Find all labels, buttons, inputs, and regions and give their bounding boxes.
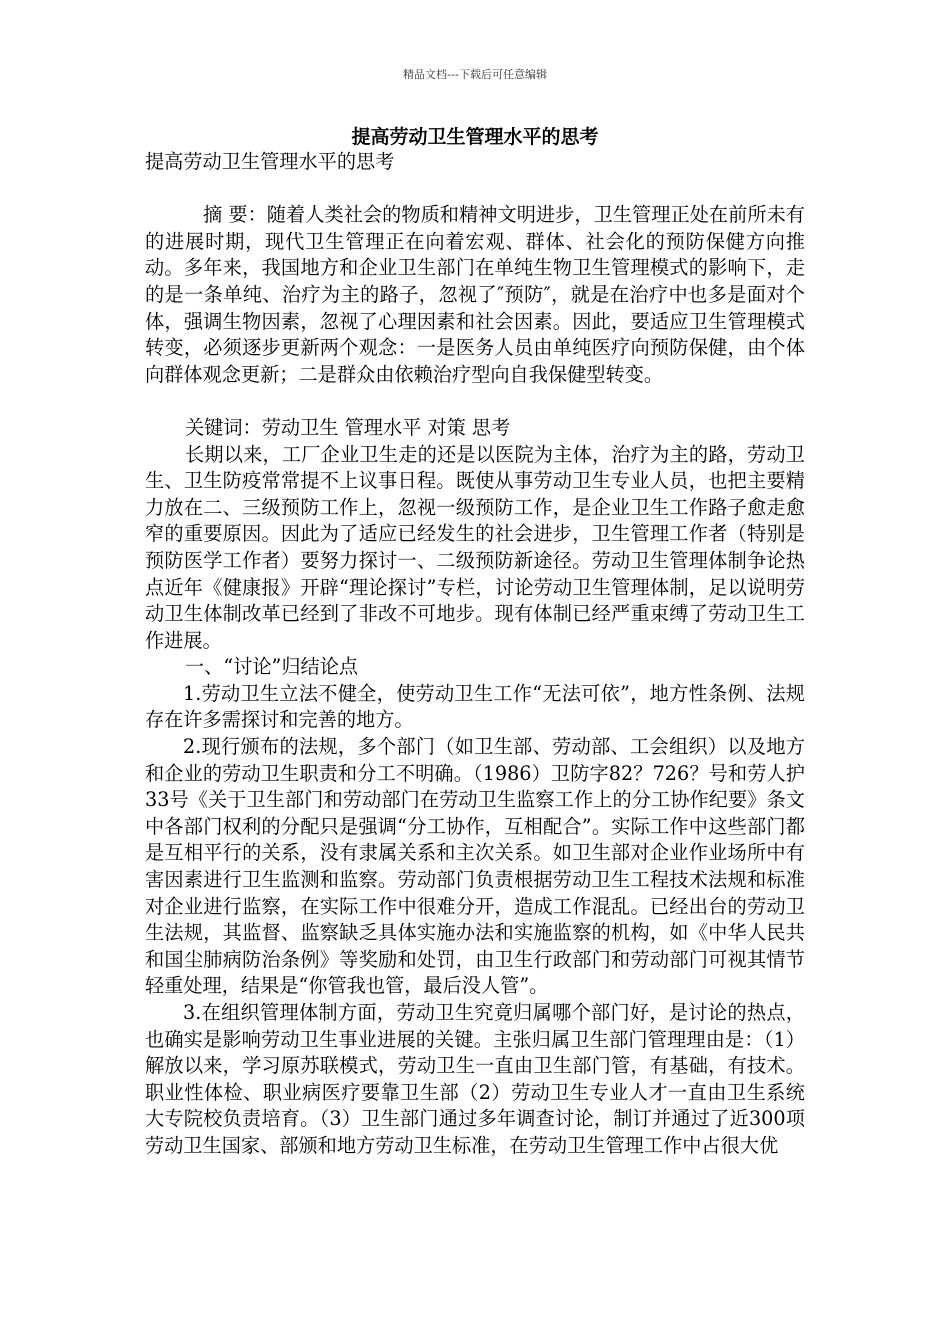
abstract-paragraph: 摘 要：随着人类社会的物质和精神文明进步，卫生管理正处在前所未有的进展时期，现代卫生管理正在向着宏观、群体、社会化的预防保健方向推动。多年来，我国地方和企业卫生部门在单纯生物卫生管理模式的影响下，走的是一条单纯、治疗为主的路子，忽视了″预防″，就是在治疗中也多是面对个体，强调生物因素，忽视了心理因素和社会因素。因此，要适应卫生管理模式转变，必须逐步更新两个观念：一是医务人员由单纯医疗向预防保健，由个体向群体观念更新；二是群众由依赖治疗型向自我保健型转变。 [145, 203, 805, 386]
body-paragraph-point-2: 2.现行颁布的法规，多个部门（如卫生部、劳动部、工会组织）以及地方和企业的劳动卫生职责和分工不明确。（1986）卫防字82？726？号和劳人护33号《关于卫生部门和劳动部门在劳动卫生监察工作上的分工协作纪要》条文中各部门权利的分配只是强调“分工协作，互相配合”。实际工作中这些部门都是互相平行的关系，没有隶属关系和主次关系。如卫生部对企业作业场所中有害因素进行卫生监测和监察。劳动部门负责根据劳动卫生工程技术法规和标准对企业进行监察，在实际工作中很难分开，造成工作混乱。已经出台的劳动卫生法规，其监督、监察缺乏具体实施办法和实施监察的机构，如《中华人民共和国尘肺病防治条例》等奖励和处罚，由卫生行政部门和劳动部门可视其情节轻重处理，结果是“你管我也管，最后没人管”。 [145, 735, 805, 998]
keywords-line: 关键词：劳动卫生 管理水平 对策 思考 [185, 415, 511, 439]
blank-line [145, 388, 805, 415]
document-title: 提高劳动卫生管理水平的思考 [351, 126, 599, 148]
section-heading: 一、“讨论”归结论点 [185, 655, 359, 679]
body-paragraph-intro: 长期以来，工厂企业卫生走的还是以医院为主体，治疗为主的路，劳动卫生、卫生防疫常常提不上议事日程。既使从事劳动卫生专业人员，也把主要精力放在二、三级预防工作上，忽视一级预防工作，是企业卫生工作路子愈走愈窄的重要原因。因此为了适应已经发生的社会进步，卫生管理工作者（特别是预防医学工作者）要努力探讨一、二级预防新途径。劳动卫生管理体制争论热点近年《健康报》开辟“理论探讨”专栏，讨论劳动卫生管理体制，足以说明劳动卫生体制改革已经到了非改不可地步。现有体制已经严重束缚了劳动卫生工作进展。 [145, 442, 805, 652]
blank-line [145, 176, 805, 203]
document-subtitle: 提高劳动卫生管理水平的思考 [145, 150, 395, 173]
document-body [145, 149, 805, 1160]
body-paragraph-point-1: 1.劳动卫生立法不健全，使劳动卫生工作“无法可依”，地方性条例、法规存在许多需探讨和完善的地方。 [145, 681, 805, 732]
header-note: 精品文档---下载后可任意编辑 [403, 68, 547, 81]
body-paragraph-point-3: 3.在组织管理体制方面，劳动卫生究竟归属哪个部门好，是讨论的热点，也确实是影响劳动卫生事业进展的关键。主张归属卫生部门管理理由是：（1）解放以来，学习原苏联模式，劳动卫生一直由卫生部门管，有基础，有技术。职业性体检、职业病医疗要靠卫生部（2）劳动卫生专业人才一直由卫生系统大专院校负责培育。（3）卫生部门通过多年调查讨论，制订并通过了近300项劳动卫生国家、部颁和地方劳动卫生标准，在劳动卫生管理工作中占很大优 [145, 1001, 805, 1157]
